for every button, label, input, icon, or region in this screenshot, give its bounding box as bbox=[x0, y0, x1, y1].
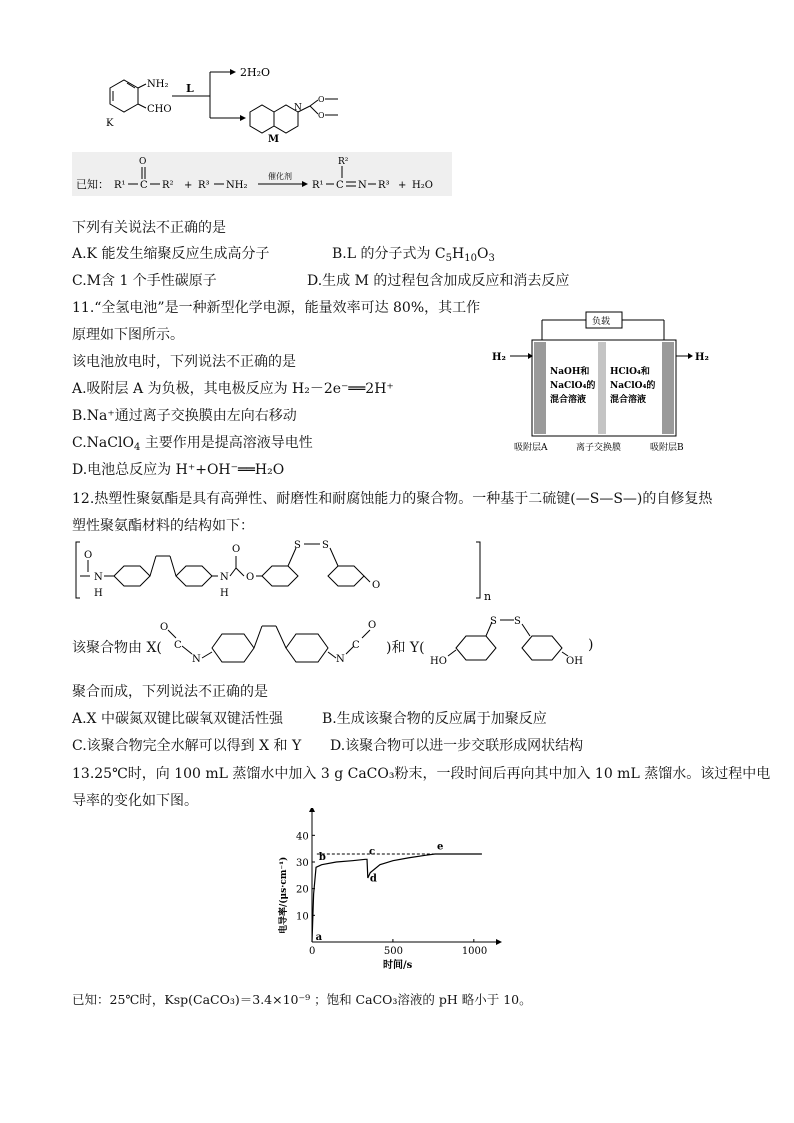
svg-text:混合溶液: 混合溶液 bbox=[610, 395, 647, 405]
known-reaction bbox=[72, 152, 452, 196]
q12-from-prefix: 该聚合物由 X( bbox=[72, 640, 162, 656]
svg-text:NH₂: NH₂ bbox=[226, 180, 248, 191]
svg-text:O: O bbox=[84, 550, 93, 561]
svg-text:C: C bbox=[352, 640, 360, 651]
y-axis-arrow bbox=[309, 808, 315, 812]
reagent-l: L bbox=[186, 82, 194, 95]
point-label-a: a bbox=[315, 932, 323, 943]
q13-note: 已知：25℃时，Ksp(CaCO₃)＝3.4×10⁻⁹ ；饱和 CaCO₃溶液的 pH 略小于 10。 bbox=[72, 992, 532, 1007]
svg-text:O: O bbox=[160, 622, 169, 633]
svg-text:R²: R² bbox=[162, 180, 174, 191]
svg-text:O: O bbox=[372, 580, 381, 591]
svg-text:C: C bbox=[140, 180, 148, 191]
svg-text:N: N bbox=[358, 180, 367, 191]
svg-text:O: O bbox=[318, 111, 325, 120]
svg-text:NaClO₄的: NaClO₄的 bbox=[550, 381, 596, 391]
svg-text:O: O bbox=[318, 95, 325, 104]
svg-text:S: S bbox=[490, 616, 497, 627]
q11-option-a: A.吸附层 A 为负极，其电极反应为 H₂－2e⁻══2H⁺ bbox=[72, 381, 394, 397]
h2-out-label: H₂ bbox=[695, 352, 709, 363]
hydrogen-battery-diagram bbox=[488, 304, 718, 456]
y-tick-label: 20 bbox=[296, 884, 309, 896]
q11-line2: 原理如下图所示。 bbox=[72, 327, 184, 343]
svg-text:NaClO₄的: NaClO₄的 bbox=[610, 381, 656, 391]
q11-option-c: C.NaClO$_4$ 主要作用是提高溶液导电性 bbox=[72, 435, 313, 453]
q13-line2: 导率的变化如下图。 bbox=[72, 793, 198, 809]
q11-stem: 该电池放电时，下列说法不正确的是 bbox=[72, 354, 296, 370]
svg-text:HO: HO bbox=[430, 656, 447, 667]
conductivity-chart bbox=[270, 808, 510, 978]
svg-text:n: n bbox=[484, 590, 492, 602]
q10-option-a: A.K 能发生缩聚反应生成高分子 bbox=[72, 246, 270, 262]
point-label-b: b bbox=[318, 852, 326, 863]
ion-exchange-membrane bbox=[598, 342, 606, 434]
known-prefix: 已知： bbox=[76, 178, 109, 191]
k-label: K bbox=[106, 118, 114, 129]
svg-text:O: O bbox=[368, 620, 377, 631]
load-label: 负载 bbox=[592, 317, 611, 327]
svg-text:S: S bbox=[322, 540, 329, 551]
svg-text:C: C bbox=[336, 180, 344, 191]
point-label-d: d bbox=[369, 873, 377, 885]
svg-text:H: H bbox=[220, 588, 229, 599]
monomer-x bbox=[158, 612, 386, 668]
svg-text:N: N bbox=[192, 654, 201, 665]
y-tick-label: 40 bbox=[296, 831, 309, 843]
q12-option-a: A.X 中碳氮双键比碳氧双键活性强 bbox=[72, 711, 283, 727]
k-cho: CHO bbox=[147, 104, 172, 115]
m-label: M bbox=[268, 134, 280, 142]
svg-text:R¹: R¹ bbox=[114, 180, 126, 191]
q12-option-b: B.生成该聚合物的反应属于加聚反应 bbox=[322, 711, 547, 727]
monomer-y bbox=[428, 612, 588, 668]
svg-text:S: S bbox=[294, 540, 301, 551]
k-nh2: NH₂ bbox=[147, 79, 169, 90]
point-label-c: c bbox=[369, 846, 376, 858]
svg-text:OH: OH bbox=[566, 656, 583, 667]
conductivity-series-line bbox=[312, 854, 482, 942]
byproduct-water: 2H₂O bbox=[240, 66, 271, 79]
svg-text:O: O bbox=[139, 157, 147, 167]
layer-a-label: 吸附层A bbox=[514, 443, 548, 453]
y-axis-label: 电导率/(μs·cm⁻¹) bbox=[279, 856, 289, 934]
svg-text:H₂O: H₂O bbox=[412, 180, 433, 191]
svg-text:R³: R³ bbox=[198, 180, 210, 191]
svg-text:R³: R³ bbox=[378, 180, 390, 191]
x-tick-label: 1000 bbox=[461, 946, 488, 957]
reaction-scheme-k-to-m bbox=[80, 60, 380, 142]
q10-stem: 下列有关说法不正确的是 bbox=[72, 220, 226, 236]
q11-option-b: B.Na⁺通过离子交换膜由左向右移动 bbox=[72, 408, 297, 424]
adsorption-layer-b bbox=[662, 342, 674, 434]
q10-option-d: D.生成 M 的过程包含加成反应和消去反应 bbox=[307, 273, 570, 289]
q10-option-c: C.M含 1 个手性碳原子 bbox=[72, 273, 217, 289]
q12-option-d: D.该聚合物可以进一步交联形成网状结构 bbox=[330, 738, 584, 754]
point-label-e: e bbox=[436, 841, 444, 853]
svg-text:催化剂: 催化剂 bbox=[268, 172, 292, 181]
svg-text:混合溶液: 混合溶液 bbox=[550, 395, 587, 405]
svg-text:C: C bbox=[174, 640, 182, 651]
svg-text:HClO₄和: HClO₄和 bbox=[610, 367, 650, 377]
svg-text:N: N bbox=[336, 654, 345, 665]
svg-text:N: N bbox=[94, 572, 103, 583]
svg-text:+: + bbox=[398, 180, 407, 191]
layer-b-label: 吸附层B bbox=[650, 443, 684, 453]
y-tick-label: 10 bbox=[296, 911, 309, 923]
adsorption-layer-a bbox=[534, 342, 546, 434]
h2-in-label: H₂ bbox=[492, 352, 506, 363]
svg-text:NaOH和: NaOH和 bbox=[550, 367, 590, 377]
q12-line1: 12.热塑性聚氨酯是具有高弹性、耐磨性和耐腐蚀能力的聚合物。一种基于二硫键(—S—S—)的自修复热 bbox=[72, 491, 713, 507]
q12-line2: 塑性聚氨酯材料的结构如下： bbox=[72, 518, 254, 534]
q10-option-b: B.L 的分子式为 $C_5H_{10}O_3$ bbox=[332, 246, 495, 264]
q11-line1: 11.“全氢电池”是一种新型化学电源，能量效率可达 80%，其工作 bbox=[72, 300, 481, 316]
x-axis-arrow bbox=[496, 939, 502, 945]
q12-from-mid: )和 Y( bbox=[386, 640, 425, 656]
x-axis-label: 时间/s bbox=[383, 960, 413, 971]
x-tick-label: 500 bbox=[383, 946, 404, 957]
svg-text:O: O bbox=[246, 572, 255, 583]
svg-text:H: H bbox=[94, 588, 103, 599]
q12-stem: 聚合而成，下列说法不正确的是 bbox=[72, 684, 268, 700]
svg-text:R²: R² bbox=[338, 157, 349, 167]
q12-option-c: C.该聚合物完全水解可以得到 X 和 Y bbox=[72, 738, 302, 754]
svg-text:R¹: R¹ bbox=[312, 180, 324, 191]
q11-option-d: D.电池总反应为 H⁺+OH⁻══H₂O bbox=[72, 462, 285, 478]
svg-text:O: O bbox=[232, 544, 241, 555]
svg-text:S: S bbox=[514, 616, 521, 627]
svg-text:N: N bbox=[294, 103, 302, 113]
y-tick-label: 30 bbox=[296, 858, 309, 869]
polymer-structure bbox=[72, 538, 542, 602]
svg-text:N: N bbox=[220, 572, 229, 583]
membrane-label: 离子交换膜 bbox=[576, 443, 622, 453]
x-tick-label: 0 bbox=[309, 946, 316, 957]
svg-text:+: + bbox=[184, 180, 193, 191]
q13-line1: 13.25℃时，向 100 mL 蒸馏水中加入 3 g CaCO₃粉末，一段时间后再向其中加入 10 mL 蒸馏水。该过程中电 bbox=[72, 766, 771, 782]
q12-from-post: ) bbox=[588, 637, 594, 653]
